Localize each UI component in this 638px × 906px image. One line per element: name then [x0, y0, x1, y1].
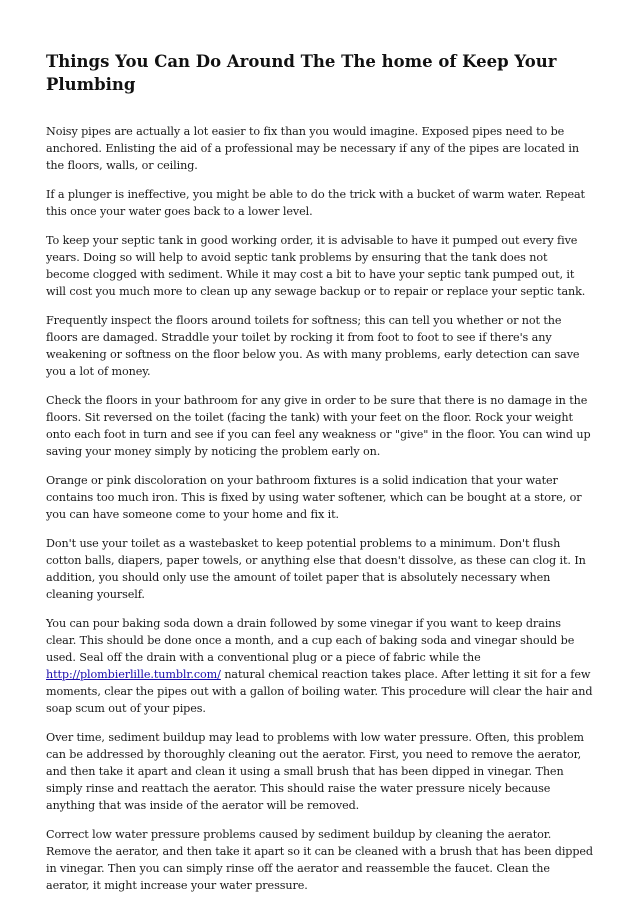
paragraph: Over time, sediment buildup may lead to problems with low water pressure. Often, this problem can be addressed by thoroughly cleaning out the aerator. First, you need to remove the aerator, and then take it apart and clean it using a small brush that has been dipped in vinegar. Then simply rinse and reattach the aerator. This should raise the water pressure nicely because anything that was inside of the aerator will be removed. — [46, 731, 584, 812]
paragraph-with-link — [46, 615, 594, 717]
paragraph: Frequently inspect the floors around toilets for softness; this can tell you whether or not the floors are damaged. Straddle your toilet by rocking it from foot to foot to see if there's any weakening or softness on the floor below you. As with many problems, early detection can save you a lot of money. — [46, 314, 580, 378]
document-title: Things You Can Do Around The The home of Keep Your Plumbing — [46, 52, 557, 94]
paragraph-text-before-link: You can pour baking soda down a drain followed by some vinegar if you want to keep drains clear. This should be done once a month, and a cup each of baking soda and vinegar should be used. Seal off the drain with a conventional plug or a piece of fabric while the — [46, 617, 575, 664]
paragraph-text-after-link: natural chemical reaction takes place. After letting it sit for a few moments, clear the pipes out with a gallon of boiling water. This procedure will clear the hair and soap scum out of your pipes. — [46, 668, 593, 715]
paragraph: Don't use your toilet as a wastebasket to keep potential problems to a minimum. Don't flush cotton balls, diapers, paper towels, or anything else that doesn't dissolve, as these can clog it. In addition, you should only use the amount of toilet paper that is absolutely necessary when cleaning yourself. — [46, 537, 586, 601]
document-page — [46, 50, 594, 906]
paragraph: Noisy pipes are actually a lot easier to fix than you would imagine. Exposed pipes need to be anchored. Enlisting the aid of a professional may be necessary if any of the pipes are located in the floors, walls, or ceiling. — [46, 125, 580, 172]
plumber-link[interactable]: http://plombierlille.tumblr.com/ — [46, 668, 221, 681]
paragraph: Correct low water pressure problems caused by sediment buildup by cleaning the aerator. Remove the aerator, and then take it apart so it can be cleaned with a brush that has been dipped in vinegar. Then you can simply rinse off the aerator and reassemble the faucet. Clean the aerator, it might increase your water pressure. — [46, 828, 593, 892]
paragraph: Orange or pink discoloration on your bathroom fixtures is a solid indication that your water contains too much iron. This is fixed by using water softener, which can be bought at a store, or you can have someone come to your home and fix it. — [46, 474, 582, 521]
paragraph: To keep your septic tank in good working order, it is advisable to have it pumped out every five years. Doing so will help to avoid septic tank problems by ensuring that the tank does not become clogged with sediment. While it may cost a bit to have your septic tank pumped out, it will cost you much more to clean up any sewage backup or to repair or replace your septic tank. — [46, 234, 586, 298]
paragraph: If a plunger is ineffective, you might be able to do the trick with a bucket of warm water. Repeat this once your water goes back to a lower level. — [46, 188, 585, 218]
paragraph: Check the floors in your bathroom for any give in order to be sure that there is no damage in the floors. Sit reversed on the toilet (facing the tank) with your feet on the floor. Rock your weight onto each foot in turn and see if you can feel any weakness or "give" in the floor. You can wind up saving your money simply by noticing the problem early on. — [46, 394, 591, 458]
